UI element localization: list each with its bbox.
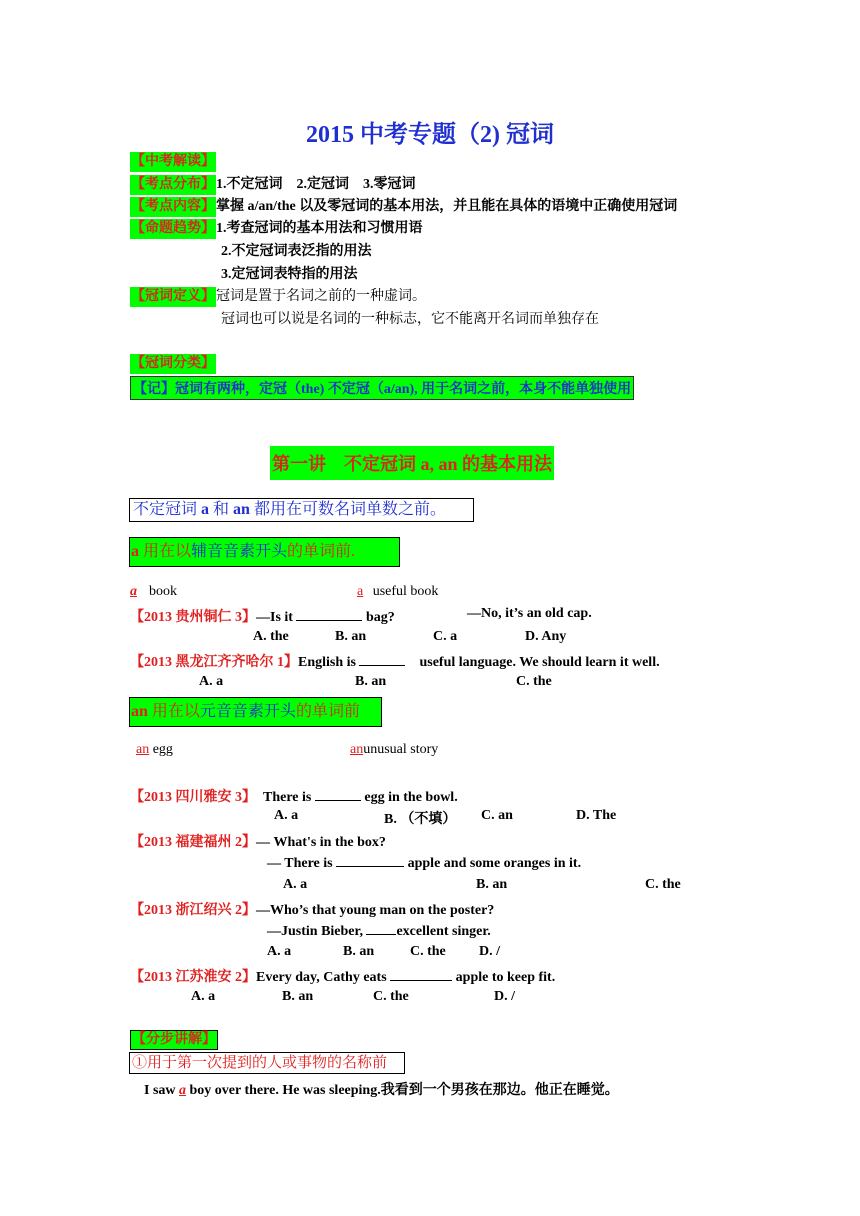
neirong-text: 掌握 a/an/the 以及零冠词的基本用法，并且能在具体的语境中正确使用冠词 — [216, 199, 678, 214]
q2-opt-b: B. an — [355, 674, 387, 689]
q6-opt-c: C. the — [373, 989, 409, 1004]
tag-dingyi-label: 【冠词定义】 — [130, 287, 216, 307]
q6-opt-a: A. a — [191, 989, 216, 1004]
rule-a-text1: 用在以 — [139, 543, 192, 560]
q5-row2 — [267, 922, 491, 940]
rule-an-article: an — [131, 703, 148, 720]
step-tag-label: 【分步讲解】 — [132, 1032, 216, 1047]
q2-blank — [359, 653, 405, 666]
q3-stem: There is — [263, 790, 312, 805]
dingyi-line-1: 冠词是置于名词之前的一种虚词。 — [216, 289, 426, 304]
q2-row — [130, 651, 660, 671]
q6-opt-d: D. / — [494, 989, 515, 1004]
step1-box: ①用于第一次提到的人或事物的名称前 — [129, 1052, 405, 1074]
page-title: 2015 中考专题（2) 冠词 — [306, 122, 554, 148]
q1-opt-a: A. the — [253, 629, 289, 644]
step-tag — [130, 1030, 218, 1050]
fenbu-row — [130, 174, 416, 196]
q5-line1: —Who’s that young man on the poster? — [256, 903, 495, 918]
dingyi-row — [130, 286, 426, 308]
q5-row — [130, 899, 494, 919]
step1-ex-art: a — [179, 1083, 187, 1098]
tag-fenbu-label: 【考点分布】 — [130, 175, 216, 195]
q4-opt-a: A. a — [283, 877, 308, 892]
rule-an-text3: 的单词前 — [295, 703, 360, 720]
q3-opt-b: B. （不填） — [384, 812, 457, 827]
rule-an-box — [129, 697, 382, 727]
ex-an1-art: an — [136, 742, 150, 757]
q5-opt-a: A. a — [267, 944, 292, 959]
ex-an2 — [344, 742, 438, 758]
q2-opt-c: C. the — [516, 674, 552, 689]
rule-a-text2: 辅音音素开头 — [191, 543, 288, 560]
ex-a1-art: a — [130, 584, 137, 599]
section1-heading: 第一讲 不定冠词 a, an 的基本用法 — [270, 446, 554, 480]
q1-row — [130, 606, 395, 626]
q3-row — [130, 786, 458, 806]
box1-a: a — [201, 501, 210, 518]
q4-blank — [336, 854, 404, 867]
q5-opt-c: C. the — [410, 944, 446, 959]
q5-after: excellent singer. — [396, 924, 491, 939]
q4-row2 — [267, 854, 581, 872]
box1-mid: 和 — [209, 501, 234, 518]
rule-an-text1: 用在以 — [147, 703, 200, 720]
q3-opt-d: D. The — [576, 808, 617, 823]
tag-qushi-label: 【命题趋势】 — [130, 219, 216, 239]
rule-a-text3: 的单词前. — [287, 543, 356, 560]
q3-opt-c: C. an — [481, 808, 513, 823]
q6-after: apple to keep fit. — [455, 970, 556, 985]
q6-blank — [390, 968, 452, 981]
ji-text: 【记】冠词有两种，定冠（the) 不定冠（a/an), 用于名词之前，本身不能单独使用 — [133, 382, 632, 397]
fenbu-text: 1.不定冠词 2.定冠词 3.零冠词 — [216, 177, 416, 192]
q4-line1: — What's in the box? — [256, 835, 386, 850]
ex-a1-word: book — [149, 584, 177, 599]
ex-an1 — [130, 742, 173, 758]
ex-a1 — [130, 584, 177, 600]
q1-opt-d: D. Any — [525, 629, 567, 644]
q1-reply: —No, it’s an old cap. — [467, 606, 592, 621]
tag-jiedu-label: 【中考解读】 — [130, 152, 216, 172]
tag-neirong-label: 【考点内容】 — [130, 197, 216, 217]
ex-a2-art: a — [357, 584, 364, 599]
q1-opt-b: B. an — [335, 629, 367, 644]
definition-box — [129, 498, 474, 522]
q4-row — [130, 831, 386, 851]
q4-opt-c: C. the — [645, 877, 681, 892]
rule-an-text2: 元音音素开头 — [199, 703, 296, 720]
q2-src: 【2013 黑龙江齐齐哈尔 1】 — [130, 655, 298, 670]
ji-box — [130, 376, 634, 400]
q4-stem: — There is — [267, 856, 333, 871]
step1-ex-post: boy over there. He was sleeping.我看到一个男孩在那边。他正在睡觉。 — [186, 1083, 619, 1098]
q1-src: 【2013 贵州铜仁 3】 — [130, 610, 256, 625]
qushi-line-1: 1.考查冠词的基本用法和习惯用语 — [216, 221, 423, 236]
qushi-line-2: 2.不定冠词表泛指的用法 — [221, 244, 372, 259]
neirong-row — [130, 196, 677, 218]
q2-opt-a: A. a — [199, 674, 224, 689]
dingyi-line-2: 冠词也可以说是名词的一种标志，它不能离开名词而单独存在 — [221, 312, 599, 327]
q3-opt-a: A. a — [274, 808, 299, 823]
q4-src: 【2013 福建福州 2】 — [130, 835, 256, 850]
q3-blank — [315, 788, 361, 801]
ex-an2-art: an — [350, 742, 364, 757]
q5-opt-d: D. / — [479, 944, 500, 959]
q5-stem: —Justin Bieber, — [267, 924, 363, 939]
q1-stem: —Is it — [256, 610, 293, 625]
ex-a2-word: useful book — [372, 584, 439, 599]
rule-a-article: a — [131, 543, 139, 560]
rule-a-box — [129, 537, 400, 567]
q6-stem: Every day, Cathy eats — [256, 970, 387, 985]
q1-blank — [296, 608, 362, 621]
step1-example — [144, 1079, 619, 1099]
qushi-line-3: 3.定冠词表特指的用法 — [221, 267, 358, 282]
ex-an1-word: egg — [152, 742, 173, 757]
qushi-row — [130, 218, 423, 240]
q6-opt-b: B. an — [282, 989, 314, 1004]
q2-stem: English is — [298, 655, 356, 670]
q5-blank — [366, 922, 396, 935]
q1-opt-c: C. a — [433, 629, 458, 644]
q6-src: 【2013 江苏淮安 2】 — [130, 970, 256, 985]
tag-fenlei — [130, 354, 216, 374]
ex-an2-word: unusual story — [363, 742, 439, 757]
q2-after: useful language. We should learn it well. — [419, 655, 660, 670]
q4-opt-b: B. an — [476, 877, 508, 892]
q1-after: bag? — [365, 610, 395, 625]
tag-jiedu — [130, 152, 216, 172]
box1-post: 都用在可数名词单数之前。 — [249, 501, 446, 518]
tag-fenlei-label: 【冠词分类】 — [130, 354, 216, 374]
ex-a2 — [357, 584, 438, 600]
q3-src: 【2013 四川雅安 3】 — [130, 790, 256, 805]
q6-row — [130, 966, 555, 986]
q4-after: apple and some oranges in it. — [407, 856, 582, 871]
box1-pre: 不定冠词 — [133, 501, 202, 518]
q5-src: 【2013 浙江绍兴 2】 — [130, 903, 256, 918]
q3-after: egg in the bowl. — [364, 790, 458, 805]
q5-opt-b: B. an — [343, 944, 375, 959]
step1-ex-pre: I saw — [144, 1083, 180, 1098]
box1-an: an — [233, 501, 250, 518]
